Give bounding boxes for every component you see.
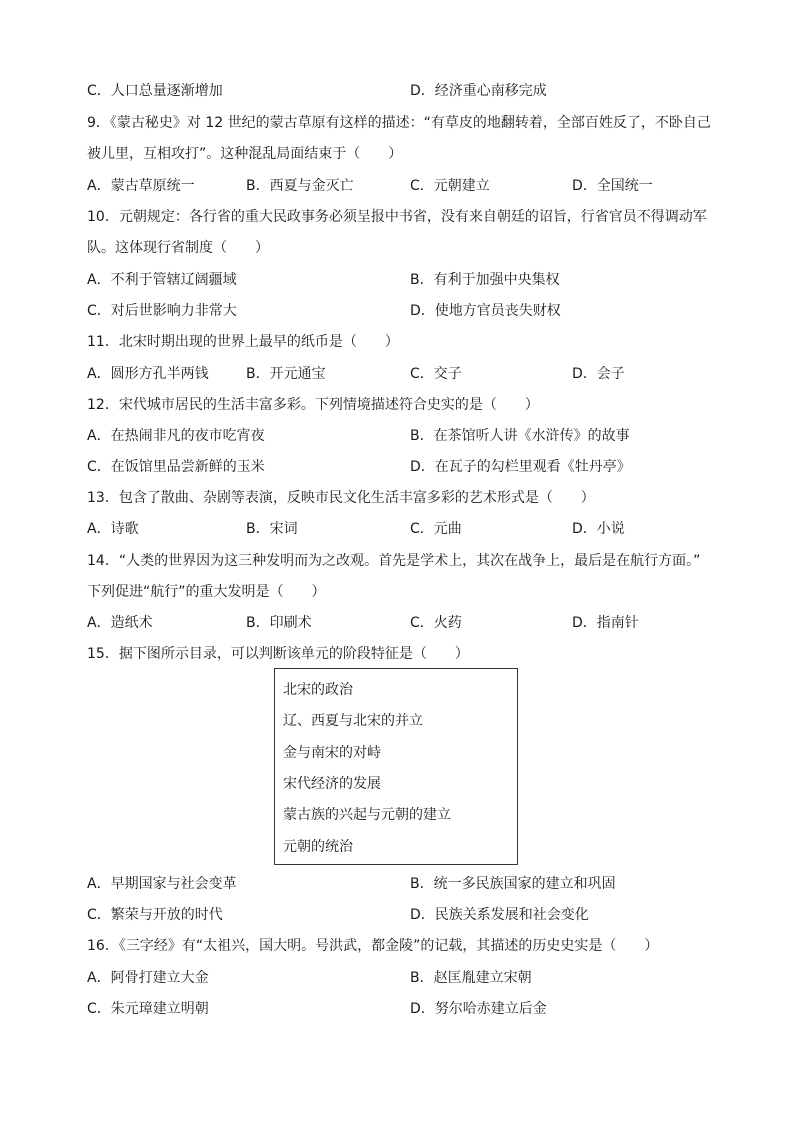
q12-option-c: C．在饭馆里品尝新鲜的玉米 — [87, 459, 265, 475]
toc-item: 北宋的政治 — [283, 682, 353, 698]
q16-option-a: A．阿骨打建立大金 — [87, 970, 209, 986]
q14-option-b: B．印刷术 — [246, 615, 312, 631]
q15-option-c: C．繁荣与开放的时代 — [87, 907, 223, 923]
toc-item: 宋代经济的发展 — [283, 776, 381, 792]
q8-option-d: D．经济重心南移完成 — [410, 83, 547, 99]
q15-option-a: A．早期国家与社会变革 — [87, 876, 237, 892]
q10-option-c: C．对后世影响力非常大 — [87, 303, 237, 319]
q14-option-d: D．指南针 — [572, 615, 639, 631]
q10-stem-line2: 队。这体现行省制度（ ） — [87, 240, 269, 256]
q8-option-c: C．人口总量逐渐增加 — [87, 83, 223, 99]
q11-option-b: B．开元通宝 — [246, 366, 326, 382]
q15-option-b: B．统一多民族国家的建立和巩固 — [410, 876, 616, 892]
toc-item: 蒙古族的兴起与元朝的建立 — [283, 807, 451, 823]
q11-option-c: C．交子 — [410, 366, 462, 382]
q14-stem-line1: 14．“人类的世界因为这三种发明而为之改观。首先是学术上，其次在战争上，最后是在航行方面。” — [87, 553, 701, 569]
q10-option-d: D．使地方官员丧失财权 — [410, 303, 561, 319]
q11-option-d: D．会子 — [572, 366, 625, 382]
q13-option-d: D．小说 — [572, 521, 625, 537]
q13-option-c: C．元曲 — [410, 521, 462, 537]
q13-stem: 13．包含了散曲、杂剧等表演，反映市民文化生活丰富多彩的艺术形式是（ ） — [87, 490, 595, 506]
q14-option-a: A．造纸术 — [87, 615, 153, 631]
q12-option-a: A．在热闹非凡的夜市吃宵夜 — [87, 428, 265, 444]
q9-stem-line1: 9．《蒙古秘史》对 12 世纪的蒙古草原有这样的描述：“有草皮的地翻转着，全部百姓反了，不卧自己 — [87, 115, 711, 131]
q9-option-c: C．元朝建立 — [410, 178, 490, 194]
q10-option-a: A．不利于管辖辽阔疆域 — [87, 272, 237, 288]
toc-item: 辽、西夏与北宋的并立 — [283, 713, 423, 729]
q12-option-b: B．在茶馆听人讲《水浒传》的故事 — [410, 428, 630, 444]
q14-option-c: C．火药 — [410, 615, 462, 631]
q9-option-a: A．蒙古草原统一 — [87, 178, 195, 194]
q16-option-d: D．努尔哈赤建立后金 — [410, 1001, 547, 1017]
q10-stem-line1: 10．元朝规定：各行省的重大民政事务必须呈报中书省，没有来自朝廷的诏旨，行省官员不得调动军 — [87, 209, 707, 225]
table-of-contents-box — [274, 668, 518, 865]
q15-option-d: D．民族关系发展和社会变化 — [410, 907, 589, 923]
q16-option-b: B．赵匡胤建立宋朝 — [410, 970, 532, 986]
q9-option-d: D．全国统一 — [572, 178, 653, 194]
q11-option-a: A．圆形方孔半两钱 — [87, 366, 209, 382]
q13-option-a: A．诗歌 — [87, 521, 139, 537]
q10-option-b: B．有利于加强中央集权 — [410, 272, 560, 288]
q16-stem: 16．《三字经》有“太祖兴，国大明。号洪武，都金陵”的记载，其描述的历史史实是（ ） — [87, 938, 659, 954]
q13-option-b: B．宋词 — [246, 521, 298, 537]
q14-stem-line2: 下列促进“航行”的重大发明是（ ） — [87, 584, 326, 600]
q16-option-c: C．朱元璋建立明朝 — [87, 1001, 209, 1017]
toc-item: 元朝的统治 — [283, 839, 353, 855]
q9-stem-line2: 被儿里，互相攻打”。这种混乱局面结束于（ ） — [87, 146, 403, 162]
q9-option-b: B．西夏与金灭亡 — [246, 178, 354, 194]
q15-stem: 15．据下图所示目录，可以判断该单元的阶段特征是（ ） — [87, 646, 469, 662]
q11-stem: 11．北宋时期出现的世界上最早的纸币是（ ） — [87, 334, 399, 350]
toc-item: 金与南宋的对峙 — [283, 745, 381, 761]
q12-stem: 12．宋代城市居民的生活丰富多彩。下列情境描述符合史实的是（ ） — [87, 397, 539, 413]
q12-option-d: D．在瓦子的勾栏里观看《牡丹亭》 — [410, 459, 631, 475]
